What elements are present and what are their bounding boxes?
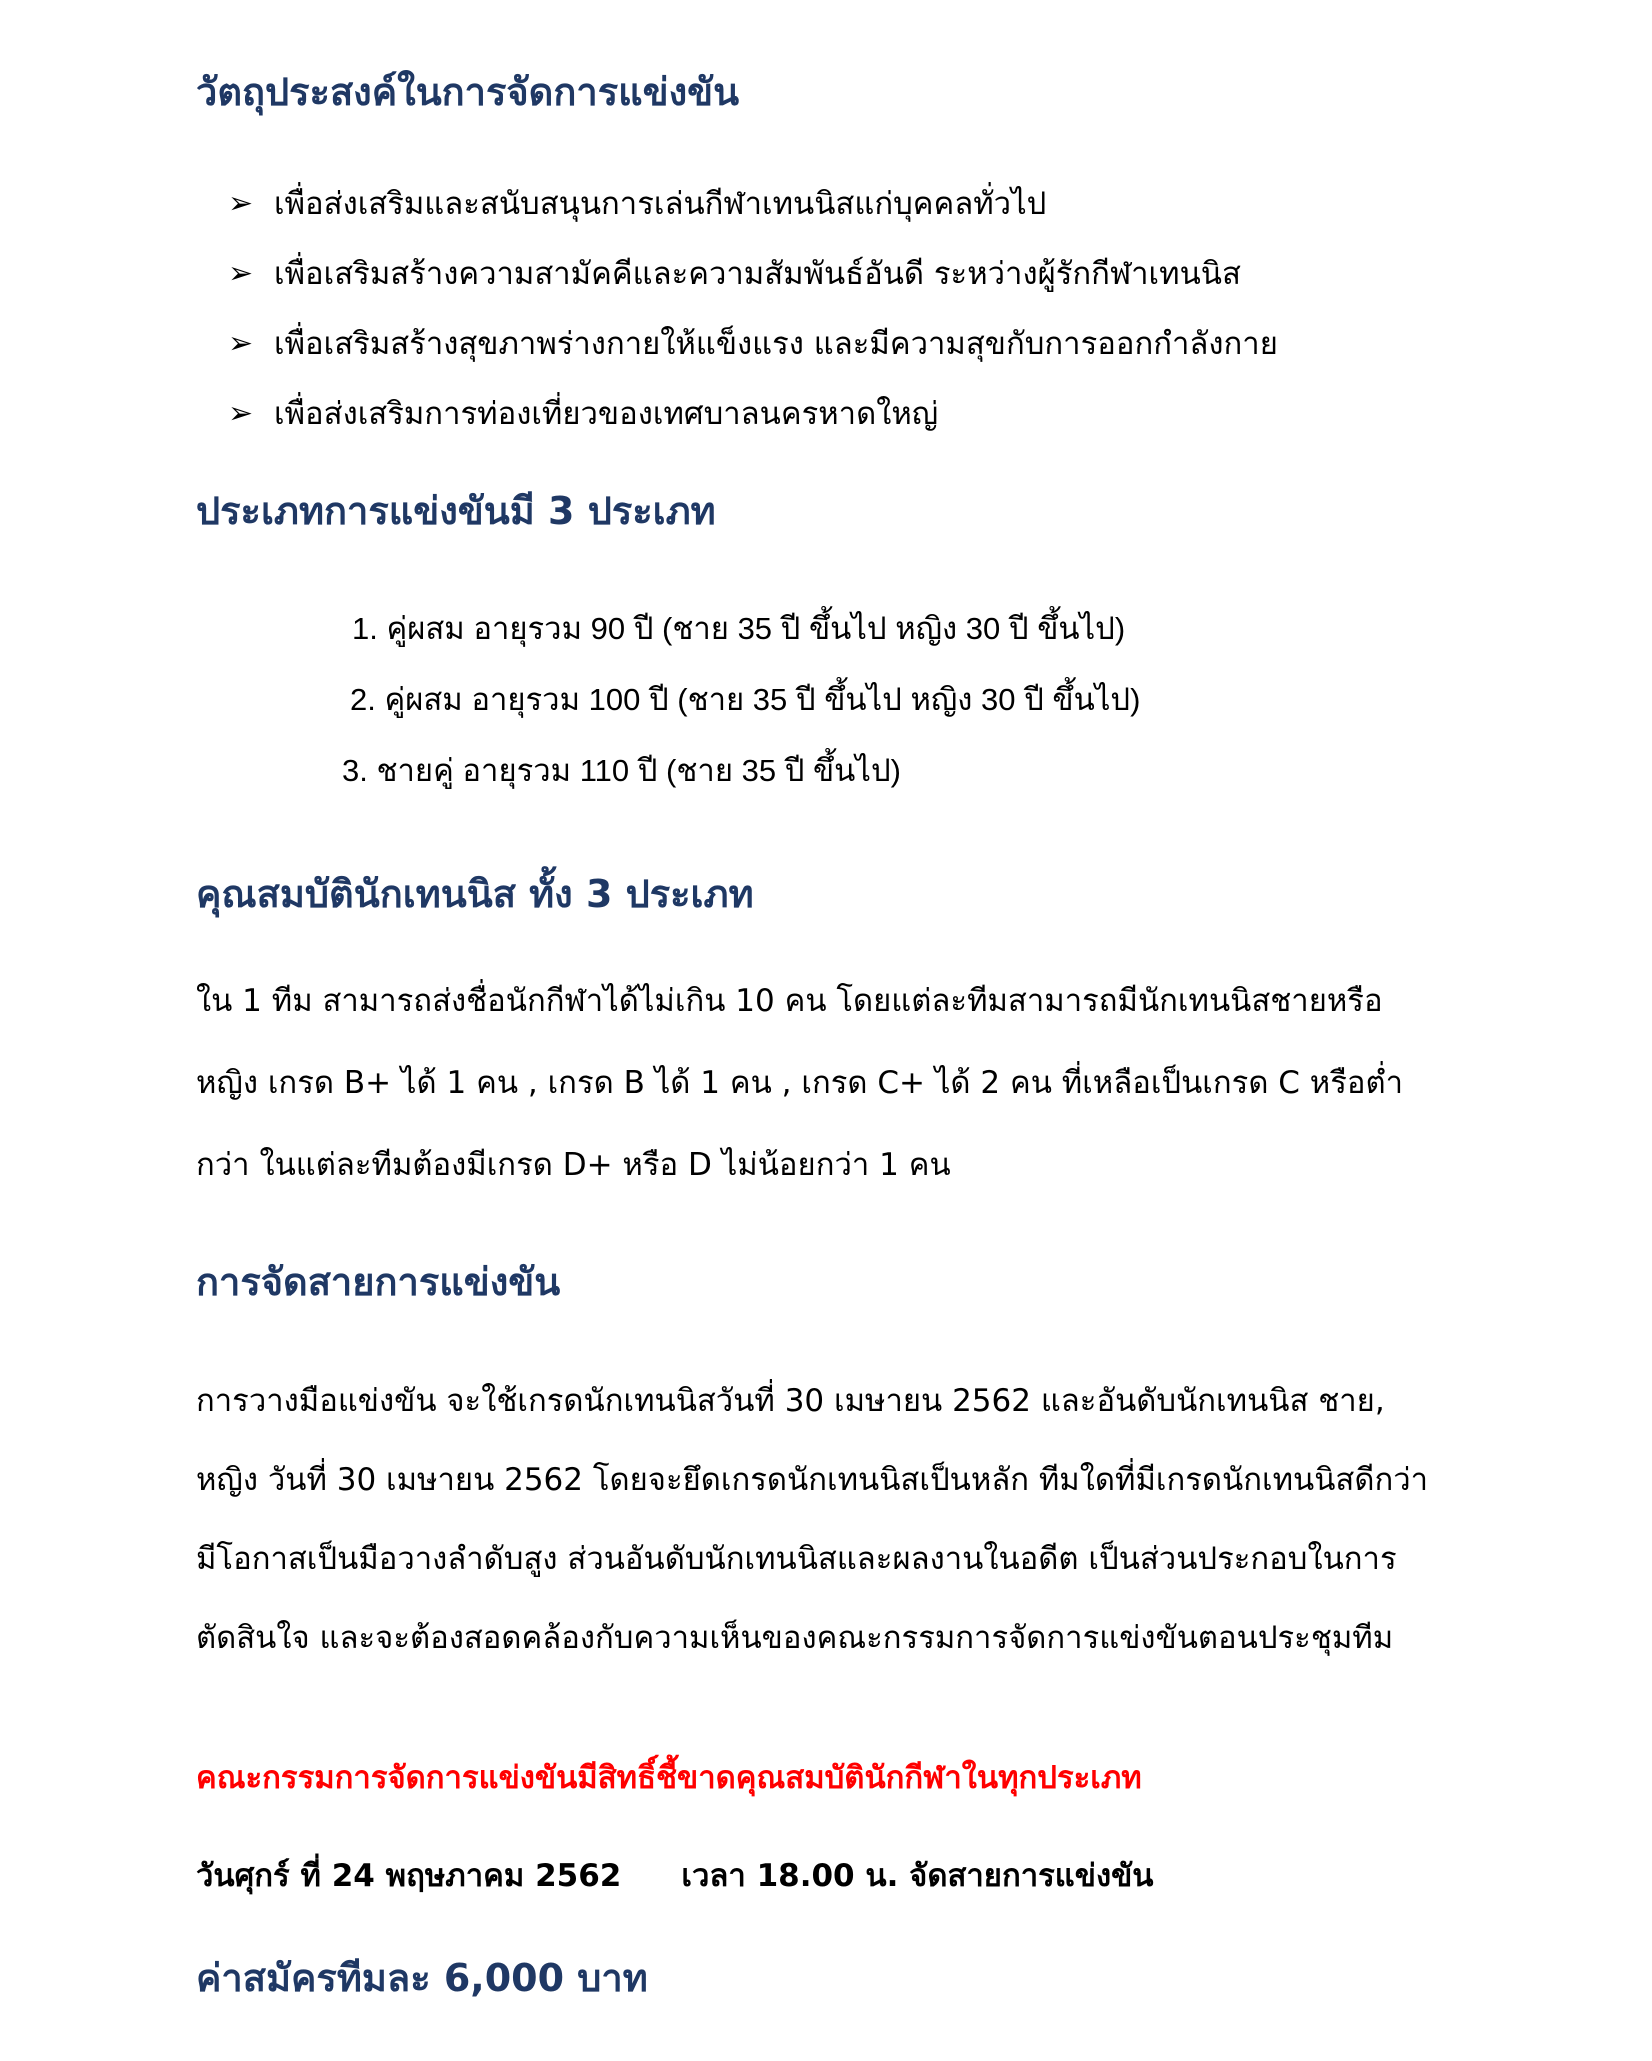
list-item [228, 308, 1278, 378]
qualifications-heading: คุณสมบัตินักเทนนิส ทั้ง 3 ประเภท [196, 872, 754, 916]
list-item [228, 238, 1278, 308]
arrow-bullet-icon: ➢ [228, 255, 254, 291]
list-item [228, 378, 1278, 448]
arrow-bullet-icon: ➢ [228, 185, 254, 221]
registration-fee: ค่าสมัครทีมละ 6,000 บาท [196, 1956, 648, 2000]
paragraph-line: การวางมือแข่งขัน จะใช้เกรดนักเทนนิสวันที่ 30 เมษายน 2562 และอันดับนักเทนนิส ชาย, [196, 1383, 1385, 1419]
paragraph-line: หญิง เกรด B+ ได้ 1 คน , เกรด B ได้ 1 คน , เกรด C+ ได้ 2 คน ที่เหลือเป็นเกรด C หรือต่ำ [196, 1065, 1404, 1101]
paragraph-line: ใน 1 ทีม สามารถส่งชื่อนักกีฬาได้ไม่เกิน 10 คน โดยแต่ละทีมสามารถมีนักเทนนิสชายหรือ [196, 983, 1383, 1019]
objective-text: เพื่อเสริมสร้างสุขภาพร่างกายให้แข็งแรง และมีความสุขกับการออกกำลังกาย [274, 326, 1278, 362]
objective-text: เพื่อเสริมสร้างความสามัคคีและความสัมพันธ์อันดี ระหว่างผู้รักกีฬาเทนนิส [274, 256, 1241, 292]
committee-notice: คณะกรรมการจัดการแข่งขันมีสิทธิ์ชี้ขาดคุณสมบัตินักกีฬาในทุกประเภท [196, 1760, 1142, 1796]
types-list [342, 592, 1141, 805]
paragraph-line: ตัดสินใจ และจะต้องสอดคล้องกับความเห็นของคณะกรรมการจัดการแข่งขันตอนประชุมทีม [196, 1620, 1394, 1656]
list-item [228, 168, 1278, 238]
arrow-bullet-icon: ➢ [228, 395, 254, 431]
paragraph-line: กว่า ในแต่ละทีมต้องมีเกรด D+ หรือ D ไม่น้อยกว่า 1 คน [196, 1147, 951, 1183]
draw-date: วันศุกร์ ที่ 24 พฤษภาคม 2562 [196, 1858, 622, 1894]
types-heading: ประเภทการแข่งขันมี 3 ประเภท [196, 489, 716, 533]
paragraph-line: หญิง วันที่ 30 เมษายน 2562 โดยจะยึดเกรดนักเทนนิสเป็นหลัก ทีมใดที่มีเกรดนักเทนนิสดีกว่า [196, 1462, 1429, 1498]
list-item: 3. ชายคู่ อายุรวม 110 ปี (ชาย 35 ปี ขึ้นไป) [342, 752, 901, 788]
seeding-paragraph [196, 1362, 1428, 1678]
objective-text: เพื่อส่งเสริมและสนับสนุนการเล่นกีฬาเทนนิสแก่บุคคลทั่วไป [274, 186, 1047, 222]
arrow-bullet-icon: ➢ [228, 325, 254, 361]
seeding-heading: การจัดสายการแข่งขัน [196, 1260, 561, 1304]
list-item: 1. คู่ผสม อายุรวม 90 ปี (ชาย 35 ปี ขึ้นไป หญิง 30 ปี ขึ้นไป) [352, 610, 1126, 646]
objectives-heading: วัตถุประสงค์ในการจัดการแข่งขัน [196, 70, 740, 114]
objective-text: เพื่อส่งเสริมการท่องเที่ยวของเทศบาลนครหาดใหญ่ [274, 396, 939, 432]
list-item: 2. คู่ผสม อายุรวม 100 ปี (ชาย 35 ปี ขึ้นไป หญิง 30 ปี ขึ้นไป) [350, 681, 1141, 717]
draw-date-line [196, 1850, 1154, 1900]
qualifications-paragraph [196, 960, 1403, 1206]
draw-time: เวลา 18.00 น. จัดสายการแข่งขัน [681, 1858, 1154, 1894]
objectives-list [228, 168, 1278, 448]
paragraph-line: มีโอกาสเป็นมือวางลำดับสูง ส่วนอันดับนักเทนนิสและผลงานในอดีต เป็นส่วนประกอบในการ [196, 1541, 1397, 1577]
